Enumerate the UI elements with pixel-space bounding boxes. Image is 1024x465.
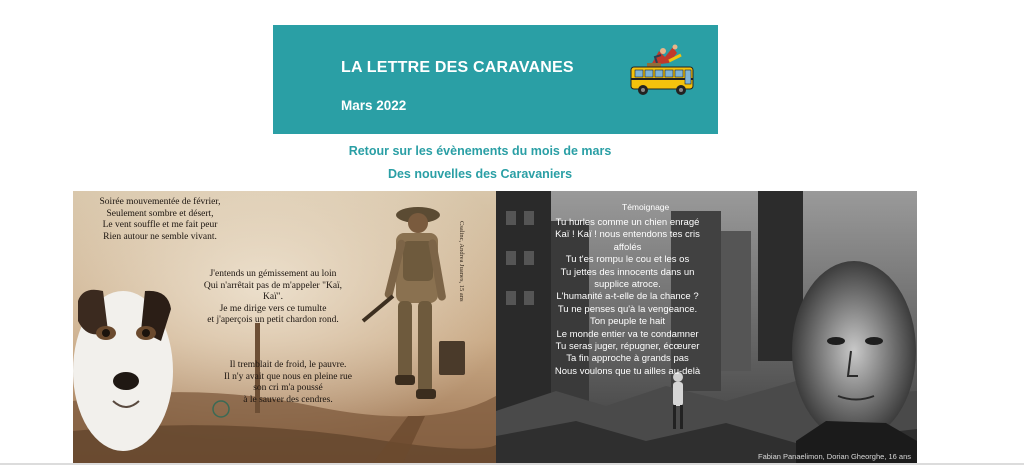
poem-line: Nous voulons que tu ailles au-delà — [554, 365, 701, 377]
poem-stanza-3: Il tremblait de froid, le pauvre. Il n'y avait que nous en pleine rue son cri m'a poussé à le sauver des cendres. — [223, 360, 353, 405]
school-bus-icon — [629, 43, 699, 99]
portrait-face — [792, 261, 917, 463]
poem-line: Tu seras juger, répugner, écœurer — [555, 341, 700, 353]
events-recap-link[interactable]: Retour sur les évènements du mois de mars — [348, 144, 612, 158]
poem-line: Tu jettes des innocents dans un — [560, 266, 695, 278]
temoignage-heading: Témoignage — [622, 202, 670, 212]
poem-stanza-2: J'entends un gémissement au loin Qui n'arrêtait pas de m'appeler "Kaï, Kaï". Je me dirige vers ce tumulte et j'aperçois un petit chardon rond. — [203, 269, 343, 325]
poem-stanza-1: Soirée mouvementée de février, Seulement sombre et désert, Le vent souffle et me fait peur Rien autour ne semble vivant. — [99, 197, 221, 242]
poem-line: Tu t'es rompu le cou et les os — [565, 254, 690, 266]
dog-illustration — [73, 290, 173, 451]
poem-line: supplice atroce. — [594, 279, 661, 291]
newsletter-title: LA LETTRE DES CARAVANES — [341, 59, 574, 76]
poem-image-right — [496, 191, 917, 463]
poem-line: affolés — [613, 241, 642, 253]
newsletter-date: Mars 2022 — [341, 98, 407, 113]
temoignage-poem — [540, 217, 715, 378]
poem-line: Tu hurles comme un chien enragé — [555, 217, 700, 228]
poem-author-credit: Csalinc, Andrea Juanes, 15 ans — [458, 221, 465, 302]
newsletter-banner — [273, 25, 718, 134]
poem-line: Kaï ! Kaï ! nous entendons tes cris — [555, 229, 700, 241]
poem-line: Ta fin approche à grands pas — [566, 353, 689, 365]
poem-line: L'humanité a-t-elle de la chance ? — [556, 291, 699, 303]
poem-line: Le monde entier va te condamner — [556, 328, 699, 340]
temoignage-author-credit: Fabian Panaelimon, Dorian Gheorghe, 16 ans — [757, 452, 911, 461]
poem-image-left — [73, 191, 496, 463]
caravaniers-news-link[interactable]: Des nouvelles des Caravaniers — [387, 167, 573, 181]
poem-line: Tu ne penses qu'à la vengeance. — [557, 303, 698, 315]
poem-line: Ton peuple te hait — [589, 316, 665, 328]
